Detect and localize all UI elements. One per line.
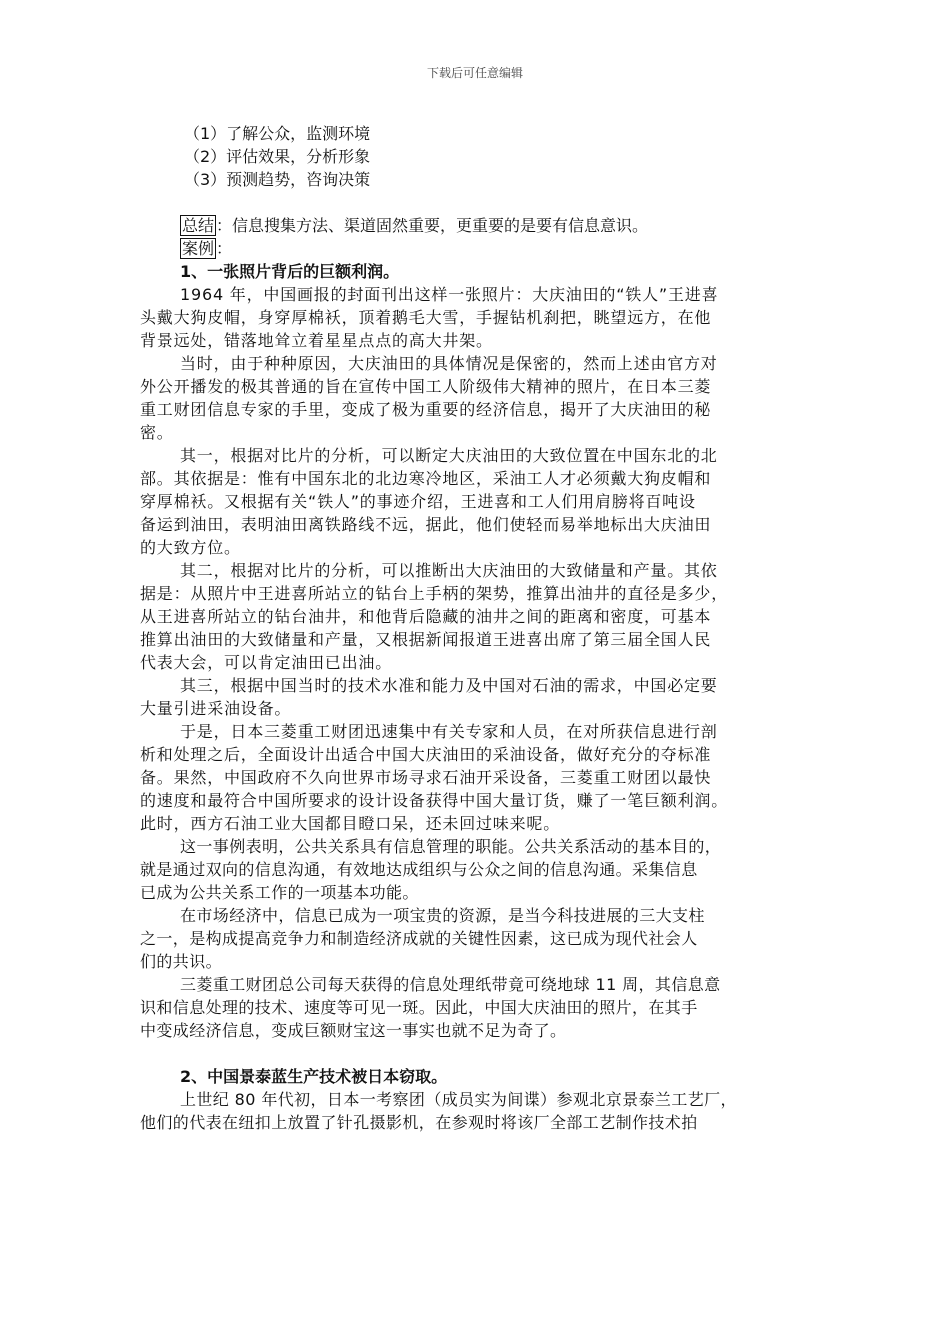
case2-body	[140, 1088, 810, 1134]
list-item: （1）了解公众，监测环境	[184, 124, 371, 143]
paragraph-line: 就是通过双向的信息沟通，有效地达成组织与公众之间的信息沟通。采集信息	[140, 860, 698, 879]
paragraph-line: 重工财团信息专家的手里，变成了极为重要的经济信息，揭开了大庆油田的秘	[140, 400, 712, 419]
paragraph-line: 于是，日本三菱重工财团迅速集中有关专家和人员，在对所获信息进行剖	[180, 722, 718, 741]
paragraph-line: 在市场经济中，信息已成为一项宝贵的资源，是当今科技进展的三大支柱	[180, 906, 705, 925]
case1-body	[140, 283, 810, 835]
paragraph-line: 的大致方位。	[140, 538, 241, 557]
paragraph-line: 密。	[140, 423, 174, 442]
paragraph-line: 析和处理之后，全面设计出适合中国大庆油田的采油设备，做好充分的夺标准	[140, 745, 712, 764]
list-item: （3）预测趋势，咨询决策	[184, 170, 371, 189]
list-item: （2）评估效果，分析形象	[184, 147, 371, 166]
case-heading	[140, 237, 810, 260]
case2-title: 2、中国景泰蓝生产技术被日本窃取。	[180, 1067, 448, 1086]
case1-title: 1、一张照片背后的巨额利润。	[180, 262, 400, 281]
paragraph-line: 大量引进采油设备。	[140, 699, 292, 718]
summary-label: 总结	[182, 216, 215, 235]
paragraph-line: 穿厚棉袄。又根据有关“铁人”的事迹介绍，王进喜和工人们用肩膀将百吨设	[140, 492, 696, 511]
paragraph-line: 们的共识。	[140, 952, 223, 971]
paragraph-line: 这一事例表明，公共关系具有信息管理的职能。公共关系活动的基本目的，	[180, 837, 722, 856]
document-body	[140, 122, 810, 1134]
paragraph-line: 推算出油田的大致储量和产量，又根据新闻报道王进喜出席了第三届全国人民	[140, 630, 712, 649]
case-label: 案例	[182, 239, 215, 258]
paragraph-line: 1964 年，中国画报的封面刊出这样一张照片：大庆油田的“铁人”王进喜	[180, 285, 719, 304]
paragraph-line: 备运到油田，表明油田离铁路线不远，据此，他们使轻而易举地标出大庆油田	[140, 515, 712, 534]
paragraph-line: 其二，根据对比片的分析，可以推断出大庆油田的大致储量和产量。其依	[180, 561, 718, 580]
paragraph-line: 已成为公共关系工作的一项基本功能。	[140, 883, 419, 902]
paragraph-line: 备。果然，中国政府不久向世界市场寻求石油开采设备，三菱重工财团以最快	[140, 768, 712, 787]
paragraph-line: 部。其依据是：惟有中国东北的北边寒冷地区，采油工人才必须戴大狗皮帽和	[140, 469, 712, 488]
paragraph-line: 中变成经济信息，变成巨额财宝这一事实也就不足为奇了。	[140, 1021, 567, 1040]
paragraph-line: 据是：从照片中王进喜所站立的钻台上手柄的架势，推算出油井的直径是多少，	[140, 584, 729, 603]
paragraph-line: 外公开播发的极其普通的旨在宣传中国工人阶级伟大精神的照片，在日本三菱	[140, 377, 712, 396]
case1-conclusion	[140, 835, 810, 1042]
paragraph-line: 的速度和最符合中国所要求的设计设备获得中国大量订货，赚了一笔巨额利润。	[140, 791, 729, 810]
paragraph-line: 其三，根据中国当时的技术水准和能力及中国对石油的需求，中国必定要	[180, 676, 718, 695]
paragraph-line: 从王进喜所站立的钻台油井，和他背后隐藏的油井之间的距离和密度，可基本	[140, 607, 712, 626]
case-colon: ：	[216, 239, 233, 258]
function-list	[140, 122, 810, 191]
paragraph-line: 头戴大狗皮帽，身穿厚棉袄，顶着鹅毛大雪，手握钻机刹把，眺望远方，在他	[140, 308, 712, 327]
paragraph-line: 他们的代表在纽扣上放置了针孔摄影机，在参观时将该厂全部工艺制作技术拍	[140, 1113, 698, 1132]
paragraph-line: 识和信息处理的技术、速度等可见一斑。因此，中国大庆油田的照片，在其手	[140, 998, 698, 1017]
paragraph-line: 代表大会，可以肯定油田已出油。	[140, 653, 393, 672]
paragraph-line: 之一，是构成提高竞争力和制造经济成就的关键性因素，这已成为现代社会人	[140, 929, 698, 948]
paragraph-line: 当时，由于种种原因，大庆油田的具体情况是保密的，然而上述由官方对	[180, 354, 718, 373]
page-header-note: 下载后可任意编辑	[426, 66, 523, 80]
summary-line	[140, 214, 810, 237]
paragraph-line: 三菱重工财团总公司每天获得的信息处理纸带竟可绕地球 11 周，其信息意	[180, 975, 721, 994]
paragraph-line: 此时，西方石油工业大国都目瞪口呆，还未回过味来呢。	[140, 814, 561, 833]
paragraph-line: 其一，根据对比片的分析，可以断定大庆油田的大致位置在中国东北的北	[180, 446, 718, 465]
paragraph-line: 背景远处，错落地耸立着星星点点的高大井架。	[140, 331, 493, 350]
summary-text: ：信息搜集方法、渠道固然重要，更重要的是要有信息意识。	[216, 216, 649, 235]
paragraph-line: 上世纪 80 年代初，日本一考察团（成员实为间谍）参观北京景泰兰工艺厂，	[180, 1090, 737, 1109]
